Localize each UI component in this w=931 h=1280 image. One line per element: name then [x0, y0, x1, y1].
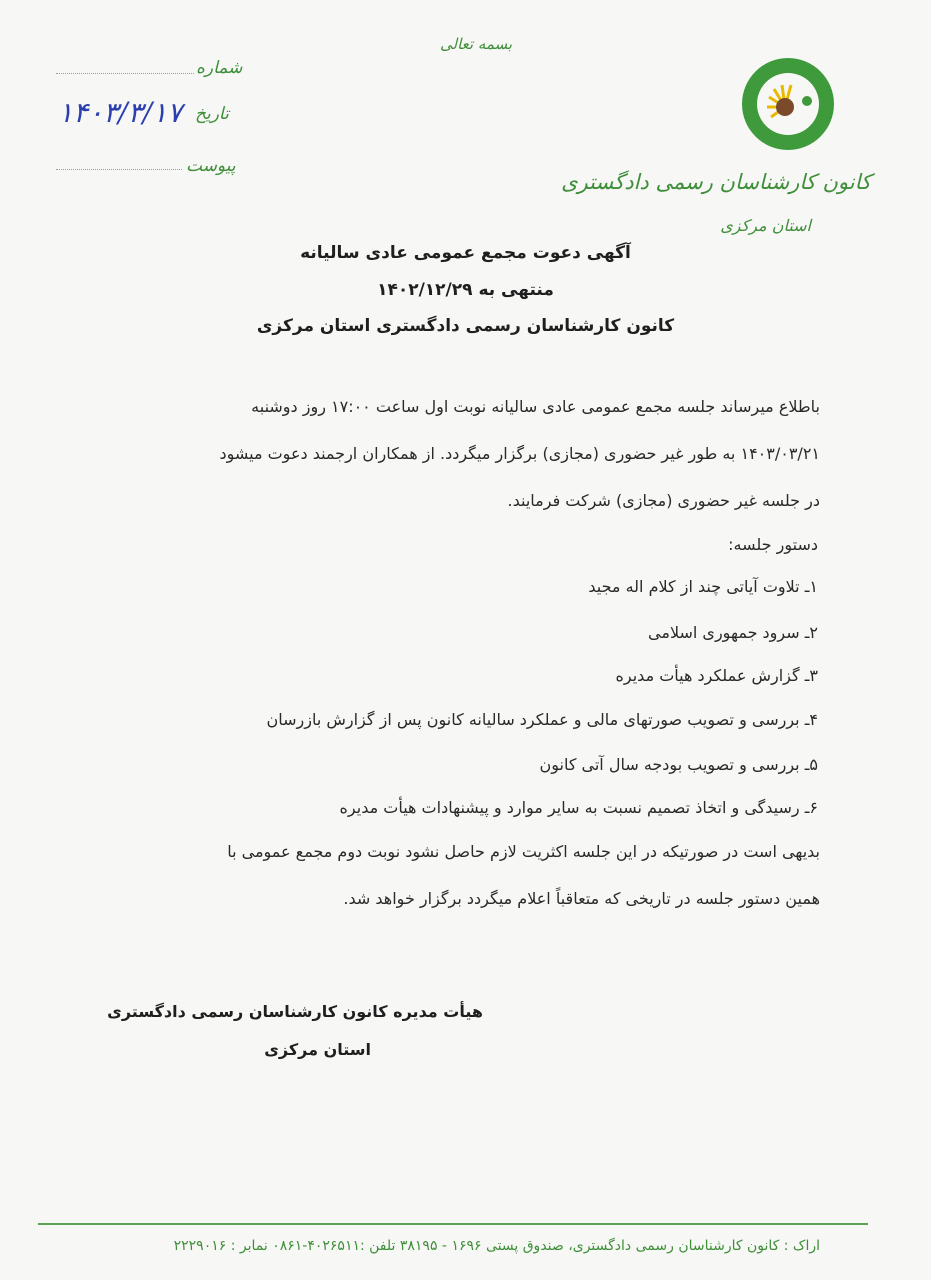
agenda-item: ۴ـ بررسی و تصویب صورتهای مالی و عملکرد سالیانه کانون پس از گزارش بازرسان	[266, 710, 818, 729]
footer-address: اراک : کانون کارشناسان رسمی دادگستری، صندوق پستی ۱۶۹۶ - ۳۸۱۹۵ تلفن :۴۰۲۶۵۱۱-۰۸۶۱ نمابر : ۲۲۲۹۰۱۶	[173, 1238, 820, 1254]
org-province: استان مرکزی	[720, 216, 811, 235]
closing-paragraph	[100, 828, 820, 922]
notice-period: منتهی به ۱۴۰۲/۱۲/۲۹	[377, 280, 554, 300]
closing-line: همین دستور جلسه در تاریخی که متعاقباً اعلام میگردد برگزار خواهد شد.	[343, 889, 820, 908]
number-label: شماره	[196, 58, 243, 78]
agenda-item: ۵ـ بررسی و تصویب بودجه سال آتی کانون	[539, 755, 818, 774]
notice-title: آگهی دعوت مجمع عمومی عادی سالیانه	[300, 243, 631, 263]
org-name: کانون کارشناسان رسمی دادگستری	[561, 170, 871, 194]
attachment-line	[56, 168, 182, 170]
intro-line: در جلسه غیر حضوری (مجازی) شرکت فرمایند.	[507, 491, 820, 510]
intro-paragraph	[100, 383, 820, 524]
date-label: تاریخ	[195, 104, 229, 124]
intro-line: ۱۴۰۳/۰۳/۲۱ به طور غیر حضوری (مجازی) برگزار میگردد. از همکاران ارجمند دعوت میشود	[219, 444, 820, 463]
organization-logo	[741, 57, 835, 151]
agenda-title: دستور جلسه:	[728, 535, 818, 554]
agenda-item: ۳ـ گزارش عملکرد هیأت مدیره	[615, 666, 818, 685]
agenda-item: ۲ـ سرود جمهوری اسلامی	[648, 623, 818, 642]
signature-board: هیأت مدیره کانون کارشناسان رسمی دادگستری	[107, 1002, 483, 1021]
agenda-item: ۱ـ تلاوت آیاتی چند از کلام اله مجید	[588, 577, 818, 596]
invocation-text: بسمه تعالی	[440, 35, 513, 53]
intro-line: باطلاع میرساند جلسه مجمع عمومی عادی سالیانه نوبت اول ساعت ۱۷:۰۰ روز دوشنبه	[251, 397, 820, 416]
logo-emblem-icon	[741, 57, 835, 151]
footer-divider	[38, 1223, 868, 1225]
agenda-item: ۶ـ رسیدگی و اتخاذ تصمیم نسبت به سایر موارد و پیشنهادات هیأت مدیره	[339, 798, 818, 817]
closing-line: بدیهی است در صورتیکه در این جلسه اکثریت لازم حاصل نشود نوبت دوم مجمع عمومی با	[227, 842, 820, 861]
date-handwritten: ۱۴۰۳/۳/۱۷	[58, 96, 183, 129]
signature-province: استان مرکزی	[264, 1040, 371, 1059]
attachment-label: پیوست	[186, 156, 236, 176]
notice-organization: کانون کارشناسان رسمی دادگستری استان مرکزی	[256, 316, 675, 336]
number-line	[56, 72, 194, 74]
